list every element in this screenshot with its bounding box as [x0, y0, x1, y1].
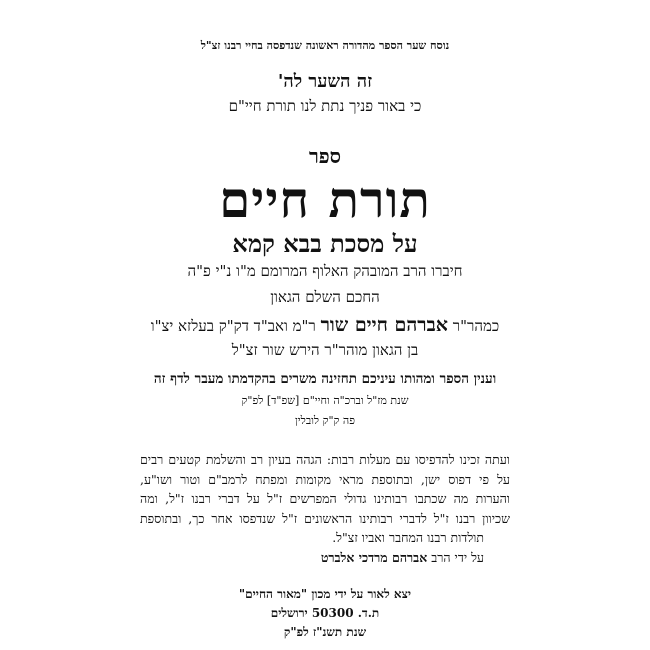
edition-line: על פי דפוס ישן, ובתוספת מראי מקומות ומפתח לרמב"ם וטור ושו"ע, — [140, 471, 510, 487]
author-position: ר"מ ואב"ד דק"ק בעלזא יצ"ו — [150, 317, 321, 335]
header-note: נוסח שער הספר מהדורה ראשונה שנדפסה בחיי רבנו זצ"ל — [200, 39, 450, 52]
intro-note: וענין הספר ומהותו עיניכם תחזינה משרים בהקדמתו מעבר לדף זה — [153, 371, 497, 387]
author-line-2: החכם השלם הגאון — [270, 288, 380, 306]
editor-prefix: על ידי הרב — [427, 549, 484, 565]
author-title-prefix: כמהר"ר — [447, 317, 500, 335]
publisher-line-1: יצא לאור על ידי מכון "מאור החיים" — [238, 587, 412, 601]
author-line-4: בן הגאון מוהר"ר הירש שור זצ"ל — [231, 341, 419, 359]
edition-line: ועתה זכינו להדפיסו עם מעלות רבות: הגהה בעיון רב והשלמת קטעים רבים — [140, 452, 510, 467]
edition-line: תולדות רבנו המחבר ואביו זצ"ל. — [332, 530, 484, 545]
edition-line: והערות מה שכתבו רבותינו גדולי המפרשים ז"ל על דברי רבנו ז"ל, ומה — [140, 491, 510, 506]
book-subtitle: על מסכת בבא קמא — [232, 229, 418, 258]
epigraph-line-2: כי באור פניך נתת לנו תורת חיי"ם — [228, 97, 422, 115]
author-line-1: חיברו הרב המובהק האלוף המרומם מ"ו נ"י פ"ה — [187, 262, 463, 280]
edition-paragraph — [140, 450, 510, 567]
publication-place: פה ק"ק לובלין — [294, 414, 355, 427]
publication-year: שנת מז"ל וברכ"ה וחיי"ם [שפ"ד] לפ"ק — [241, 394, 409, 407]
author-name: אברהם חיים שור — [320, 314, 448, 336]
editor-credit — [140, 548, 510, 568]
epigraph-line-1: זה השער לה' — [277, 71, 373, 92]
editor-name: אברהם מרדכי אלברט — [320, 549, 428, 565]
publisher-line-3: שנת תשנ"ז לפ"ק — [283, 625, 367, 639]
book-title: תורת חיים — [219, 170, 431, 229]
publisher-line-2: ת.ד. 50300 ירושלים — [270, 606, 380, 620]
author-line-3 — [0, 316, 650, 335]
sefer-label: ספר — [308, 144, 342, 168]
edition-line: שכיוון רבנו ז"ל לדברי רבותינו הראשונים ז"ל שנדפסו אחר כך, ובתוספת — [140, 510, 510, 526]
